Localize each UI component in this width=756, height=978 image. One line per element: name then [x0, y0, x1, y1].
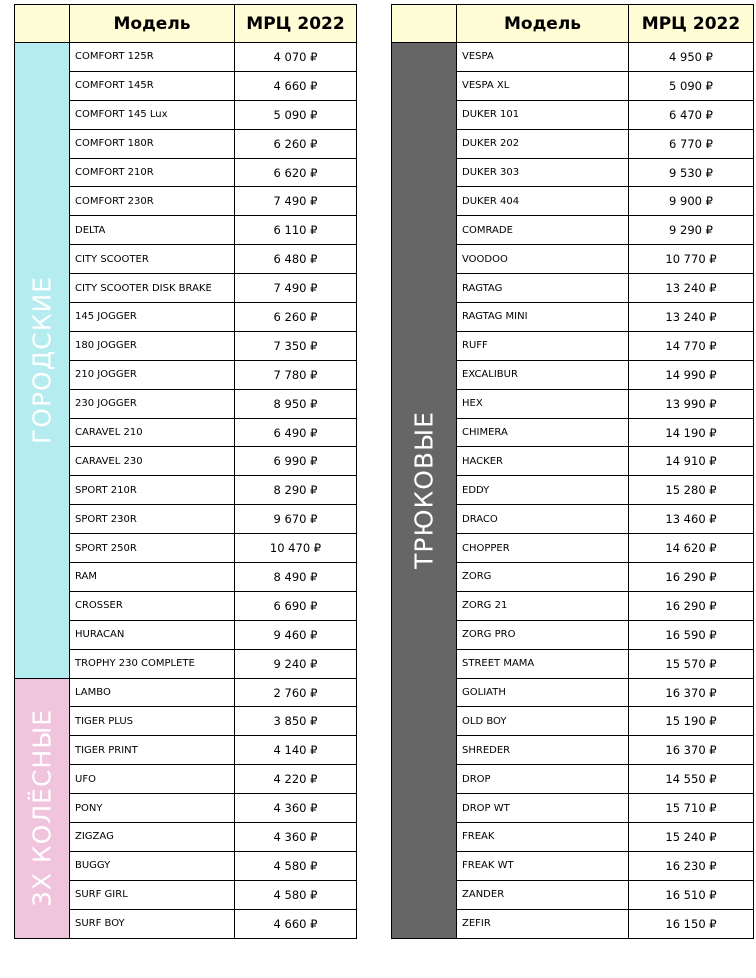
price-cell: 6 690 ₽ [235, 591, 357, 620]
price-cell: 4 580 ₽ [235, 880, 357, 909]
price-cell: 9 290 ₽ [629, 216, 754, 245]
model-name-cell: DUKER 101 [457, 100, 629, 129]
model-name-cell: FREAK [457, 823, 629, 852]
model-name-cell: ZORG [457, 563, 629, 592]
price-cell: 2 760 ₽ [235, 678, 357, 707]
price-cell: 13 990 ₽ [629, 389, 754, 418]
price-cell: 15 570 ₽ [629, 649, 754, 678]
header-corner-cell [15, 5, 70, 43]
model-name-cell: ZIGZAG [70, 823, 235, 852]
price-cell: 4 070 ₽ [235, 43, 357, 72]
price-cell: 4 220 ₽ [235, 765, 357, 794]
model-name-cell: COMFORT 210R [70, 158, 235, 187]
model-name-cell: COMFORT 230R [70, 187, 235, 216]
model-name-cell: ZEFIR [457, 909, 629, 938]
model-name-cell: BUGGY [70, 851, 235, 880]
model-name-cell: CARAVEL 210 [70, 418, 235, 447]
price-cell: 14 550 ₽ [629, 765, 754, 794]
price-cell: 7 490 ₽ [235, 187, 357, 216]
model-name-cell: SURF GIRL [70, 880, 235, 909]
table-header-row [392, 5, 754, 43]
model-name-cell: OLD BOY [457, 707, 629, 736]
model-name-cell: RAM [70, 563, 235, 592]
price-cell: 4 360 ₽ [235, 823, 357, 852]
price-cell: 16 370 ₽ [629, 736, 754, 765]
model-name-cell: HACKER [457, 447, 629, 476]
price-cell: 9 240 ₽ [235, 649, 357, 678]
model-name-cell: CITY SCOOTER [70, 245, 235, 274]
price-cell: 8 950 ₽ [235, 389, 357, 418]
price-table-right [391, 4, 754, 939]
table-header-row [15, 5, 357, 43]
model-name-cell: COMFORT 145R [70, 71, 235, 100]
model-name-cell: STREET MAMA [457, 649, 629, 678]
price-cell: 6 490 ₽ [235, 418, 357, 447]
price-cell: 15 240 ₽ [629, 823, 754, 852]
model-name-cell: GOLIATH [457, 678, 629, 707]
model-name-cell: CHIMERA [457, 418, 629, 447]
price-table-left [14, 4, 357, 939]
price-cell: 16 230 ₽ [629, 851, 754, 880]
price-cell: 9 670 ₽ [235, 505, 357, 534]
model-name-cell: ZORG 21 [457, 591, 629, 620]
price-cell: 16 510 ₽ [629, 880, 754, 909]
model-name-cell: EDDY [457, 476, 629, 505]
header-model: Модель [70, 5, 235, 43]
price-cell: 8 290 ₽ [235, 476, 357, 505]
model-name-cell: PONY [70, 794, 235, 823]
category-cell [392, 43, 457, 939]
price-cell: 6 470 ₽ [629, 100, 754, 129]
model-name-cell: SURF BOY [70, 909, 235, 938]
model-name-cell: SPORT 230R [70, 505, 235, 534]
model-name-cell: DUKER 303 [457, 158, 629, 187]
category-label: ГОРОДСКИЕ [27, 276, 57, 445]
model-name-cell: CITY SCOOTER DISK BRAKE [70, 274, 235, 303]
price-cell: 14 620 ₽ [629, 534, 754, 563]
table-body-right [392, 43, 754, 939]
table-row [15, 43, 357, 72]
price-cell: 4 580 ₽ [235, 851, 357, 880]
price-cell: 13 460 ₽ [629, 505, 754, 534]
model-name-cell: DRACO [457, 505, 629, 534]
price-cell: 13 240 ₽ [629, 274, 754, 303]
model-name-cell: COMFORT 145 Lux [70, 100, 235, 129]
price-cell: 4 950 ₽ [629, 43, 754, 72]
price-cell: 7 780 ₽ [235, 360, 357, 389]
price-cell: 3 850 ₽ [235, 707, 357, 736]
price-cell: 16 370 ₽ [629, 678, 754, 707]
model-name-cell: COMFORT 125R [70, 43, 235, 72]
price-cell: 7 350 ₽ [235, 331, 357, 360]
model-name-cell: 145 JOGGER [70, 303, 235, 332]
price-cell: 6 990 ₽ [235, 447, 357, 476]
price-cell: 9 530 ₽ [629, 158, 754, 187]
model-name-cell: ZORG PRO [457, 620, 629, 649]
model-name-cell: RAGTAG MINI [457, 303, 629, 332]
model-name-cell: CROSSER [70, 591, 235, 620]
price-cell: 10 470 ₽ [235, 534, 357, 563]
model-name-cell: ZANDER [457, 880, 629, 909]
price-cell: 15 710 ₽ [629, 794, 754, 823]
table-body-left [15, 43, 357, 939]
price-cell: 4 660 ₽ [235, 909, 357, 938]
model-name-cell: DUKER 404 [457, 187, 629, 216]
category-cell [15, 678, 70, 938]
price-cell: 16 290 ₽ [629, 591, 754, 620]
price-cell: 16 590 ₽ [629, 620, 754, 649]
header-price: МРЦ 2022 [235, 5, 357, 43]
model-name-cell: TIGER PLUS [70, 707, 235, 736]
price-cell: 15 190 ₽ [629, 707, 754, 736]
model-name-cell: DUKER 202 [457, 129, 629, 158]
price-cell: 14 190 ₽ [629, 418, 754, 447]
model-name-cell: VESPA [457, 43, 629, 72]
category-label: ТРЮКОВЫЕ [409, 411, 439, 570]
model-name-cell: HEX [457, 389, 629, 418]
model-name-cell: DROP WT [457, 794, 629, 823]
header-model: Модель [457, 5, 629, 43]
model-name-cell: EXCALIBUR [457, 360, 629, 389]
table-row [392, 43, 754, 72]
model-name-cell: 210 JOGGER [70, 360, 235, 389]
price-cell: 4 660 ₽ [235, 71, 357, 100]
model-name-cell: SHREDER [457, 736, 629, 765]
price-cell: 15 280 ₽ [629, 476, 754, 505]
model-name-cell: UFO [70, 765, 235, 794]
price-cell: 5 090 ₽ [235, 100, 357, 129]
model-name-cell: DROP [457, 765, 629, 794]
table-row [15, 678, 357, 707]
price-cell: 7 490 ₽ [235, 274, 357, 303]
model-name-cell: COMFORT 180R [70, 129, 235, 158]
price-cell: 10 770 ₽ [629, 245, 754, 274]
model-name-cell: TROPHY 230 COMPLETE [70, 649, 235, 678]
model-name-cell: 180 JOGGER [70, 331, 235, 360]
price-cell: 16 290 ₽ [629, 563, 754, 592]
model-name-cell: HURACAN [70, 620, 235, 649]
price-cell: 16 150 ₽ [629, 909, 754, 938]
model-name-cell: VESPA XL [457, 71, 629, 100]
model-name-cell: RUFF [457, 331, 629, 360]
category-label: 3Х КОЛЁСНЫЕ [27, 709, 57, 908]
model-name-cell: VOODOO [457, 245, 629, 274]
price-cell: 4 360 ₽ [235, 794, 357, 823]
price-cell: 6 620 ₽ [235, 158, 357, 187]
price-cell: 4 140 ₽ [235, 736, 357, 765]
model-name-cell: CHOPPER [457, 534, 629, 563]
header-corner-cell [392, 5, 457, 43]
model-name-cell: SPORT 250R [70, 534, 235, 563]
model-name-cell: FREAK WT [457, 851, 629, 880]
price-cell: 6 480 ₽ [235, 245, 357, 274]
price-cell: 9 900 ₽ [629, 187, 754, 216]
price-cell: 8 490 ₽ [235, 563, 357, 592]
category-cell [15, 43, 70, 679]
price-cell: 9 460 ₽ [235, 620, 357, 649]
model-name-cell: DELTA [70, 216, 235, 245]
model-name-cell: RAGTAG [457, 274, 629, 303]
model-name-cell: LAMBO [70, 678, 235, 707]
price-cell: 6 770 ₽ [629, 129, 754, 158]
price-cell: 14 770 ₽ [629, 331, 754, 360]
model-name-cell: COMRADE [457, 216, 629, 245]
price-cell: 5 090 ₽ [629, 71, 754, 100]
price-cell: 6 260 ₽ [235, 303, 357, 332]
header-price: МРЦ 2022 [629, 5, 754, 43]
price-cell: 6 260 ₽ [235, 129, 357, 158]
model-name-cell: SPORT 210R [70, 476, 235, 505]
price-cell: 14 910 ₽ [629, 447, 754, 476]
price-cell: 13 240 ₽ [629, 303, 754, 332]
price-cell: 14 990 ₽ [629, 360, 754, 389]
model-name-cell: TIGER PRINT [70, 736, 235, 765]
model-name-cell: CARAVEL 230 [70, 447, 235, 476]
model-name-cell: 230 JOGGER [70, 389, 235, 418]
price-cell: 6 110 ₽ [235, 216, 357, 245]
